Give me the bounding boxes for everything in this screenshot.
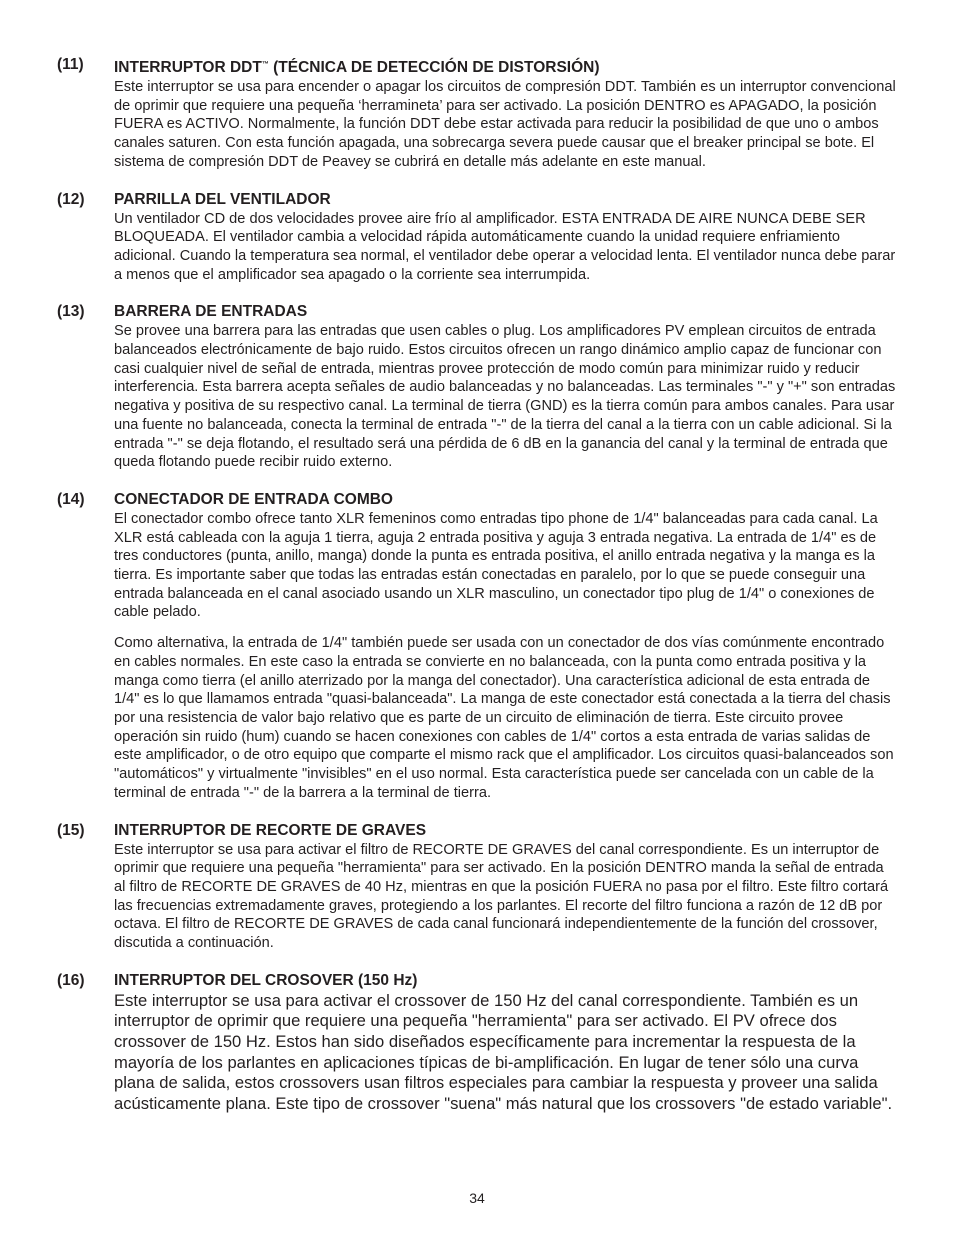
section-12 bbox=[57, 190, 897, 285]
section-title: INTERRUPTOR DE RECORTE DE GRAVES bbox=[114, 821, 427, 839]
section-heading bbox=[57, 971, 897, 991]
paragraph: Un ventilador CD de dos velocidades provee aire frío al amplificador. ESTA ENTRADA DE AIRE NUNCA DEBE SER BLOQUEADA. El ventilador cambia a velocidad rápida automáticamente cuando la unidad requiere enfriamiento adicional. Cuando la temperatura sea normal, el ventilador debe operar a velocidad lenta. El ventilador nunca debe parar a menos que el amplificador sea apagado o la corriente sea interrumpida. bbox=[114, 210, 896, 283]
section-body bbox=[114, 78, 897, 172]
section-number: (12) bbox=[57, 190, 85, 208]
section-body bbox=[114, 210, 897, 285]
section-number: (11) bbox=[57, 56, 84, 73]
paragraph: Como alternativa, la entrada de 1/4" también puede ser usada con un conectador de dos vías comúnmente encontrado en cables normales. En este caso la entrada se convierte en no balanceada, con la punta como entrada positiva y la manga como tierra (el anillo aterrizado por la manga del conectador). Una característica adicional de esta entrada de 1/4" es lo que llamamos entrada "quasi-balanceada". La manga de este conectador está conectada a la tierra del chasis por una resistencia de valor bajo relativo que es parte de un circuito de eliminación de tierra. Este circuito provee operación sin ruido (hum) cuando se hacen conexiones con cables de 1/4" cortos a esta entrada de varias salidas de este amplificador, o de otro equipo que comparte el mismo rack que el amplificador. Los circuitos quasi-balanceados son "automáticos" y virtualmente "invisibles" en el uso normal. Esta característica puede ser cancelada con un cable de la terminal de entrada "-" de la barrera a la terminal de tierra. bbox=[114, 635, 894, 801]
section-16 bbox=[57, 971, 897, 1115]
section-body bbox=[114, 841, 897, 953]
paragraph: Este interruptor se usa para encender o apagar los circuitos de compresión DDT. También es un interruptor convencional de oprimir que requiere una pequeña ‘herramineta’ para ser activado. La posición DENTRO es APAGADO, la posición FUERA es ACTIVO. Normalmente, la función DDT debe estar activada para reducir la posibilidad de que uno o ambos canales saturen. Con esta función apagada, una sobrecarga severa puede causar que el breaker principal se bote. El sistema de compresión DDT de Peavey se cubrirá en detalle más adelante en este manual. bbox=[114, 79, 896, 170]
section-heading bbox=[57, 821, 897, 841]
section-heading bbox=[57, 490, 897, 510]
section-body bbox=[114, 322, 897, 472]
section-title: CONECTADOR DE ENTRADA COMBO bbox=[114, 490, 393, 508]
section-title: PARRILLA DEL VENTILADOR bbox=[114, 190, 331, 208]
document-page bbox=[57, 55, 897, 1132]
section-13 bbox=[57, 302, 897, 472]
section-title: INTERRUPTOR DEL CROSOVER (150 Hz) bbox=[114, 971, 418, 989]
section-heading bbox=[57, 190, 897, 210]
section-number: (14) bbox=[57, 490, 85, 508]
section-number: (16) bbox=[57, 971, 85, 989]
section-number: (13) bbox=[57, 303, 85, 321]
section-title-main: INTERRUPTOR DDT bbox=[114, 59, 262, 76]
section-number: (15) bbox=[57, 821, 85, 839]
trademark-mark: ™ bbox=[261, 61, 269, 68]
paragraph: Este interruptor se usa para activar el crossover de 150 Hz del canal correspondiente. También es un interruptor de oprimir que requiere una pequeña "herramienta" para ser activado. El PV ofrece dos crossover de 150 Hz. Estos han sido diseñados específicamente para incrementar la respuesta de la mayoría de los parlantes en aplicaciones típicas de bi-amplificación. En lugar de tener sólo una curva plana de salida, estos crossovers usan filtros especiales para cambiar la respuesta y proveer una salida acústicamente plana. Este tipo de crossover "suena" más natural que los crossovers "de estado variable". bbox=[114, 990, 893, 1113]
paragraph: Este interruptor se usa para activar el filtro de RECORTE DE GRAVES del canal correspondiente. Es un interruptor de oprimir que requiere una pequeña "herramienta" para ser activado. En la posición DENTRO manda la señal de entrada al filtro de RECORTE DE GRAVES de 40 Hz, mientras en que la posición FUERA no pasa por el filtro. Este filtro cortará las frecuencias extremadamente graves, protegiendo a los parlantes. El recorte del filtro funciona a razón de 12 dB por octava. El filtro de RECORTE DE GRAVES de cada canal funcionará independientemente de la función del crossover, discutida a continuación. bbox=[114, 841, 889, 952]
paragraph: El conectador combo ofrece tanto XLR femeninos como entradas tipo phone de 1/4" balanceadas para cada canal. La XLR está cableada con la aguja 1 tierra, aguja 2 entrada positiva y aguja 3 entrada negativa. La entrada de 1/4" es de tres conductores (punta, anillo, manga) donde la punta es entrada positiva, el anillo entrada negativa y la manga es la tierra. Es importante saber que todas las entradas están conectadas en paralelo, por lo que se puede conseguir una entrada balanceada en el canal asociado usando un XLR masculino, un conectador tipo plug de 1/4" o conexiones de cable pelado. bbox=[114, 510, 878, 621]
paragraph: Se provee una barrera para las entradas que usen cables o plug. Los amplificadores PV emplean circuitos de entrada balanceados electrónicamente de bajo ruido. Estos circuitos ofrecen un rango dinámico amplio capaz de funcionar con casi cualquier nivel de señal de entrada, mientras provee protección de modo común para minimizar ruido y reducir interferencia. Esta barrera acepta señales de audio balanceadas y no balanceadas. Las terminales "-" y "+" son entradas negativa y positiva de su respectivo canal. La terminal de tierra (GND) es la tierra común para ambos canales. Para usar una fuente no balanceada, conecta la terminal de entrada "-" de la tierra del canal a la tierra con un cable adicional. Si la entrada "-" se deja flotando, el resultado será una pérdida de 6 dB en la ganancia del canal y la terminal de entrada que queda flotando puede recibir ruido externo. bbox=[114, 323, 896, 471]
section-title bbox=[114, 55, 600, 78]
section-14 bbox=[57, 490, 897, 803]
section-body bbox=[114, 510, 897, 803]
section-body bbox=[114, 991, 897, 1115]
section-title-rest: (TÉCNICA DE DETECCIÓN DE DISTORSIÓN) bbox=[268, 59, 600, 76]
page-number: 34 bbox=[469, 1190, 485, 1206]
section-title: BARRERA DE ENTRADAS bbox=[114, 303, 308, 321]
section-11 bbox=[57, 55, 897, 172]
section-heading bbox=[57, 55, 897, 78]
section-heading bbox=[57, 302, 897, 322]
section-15 bbox=[57, 821, 897, 953]
